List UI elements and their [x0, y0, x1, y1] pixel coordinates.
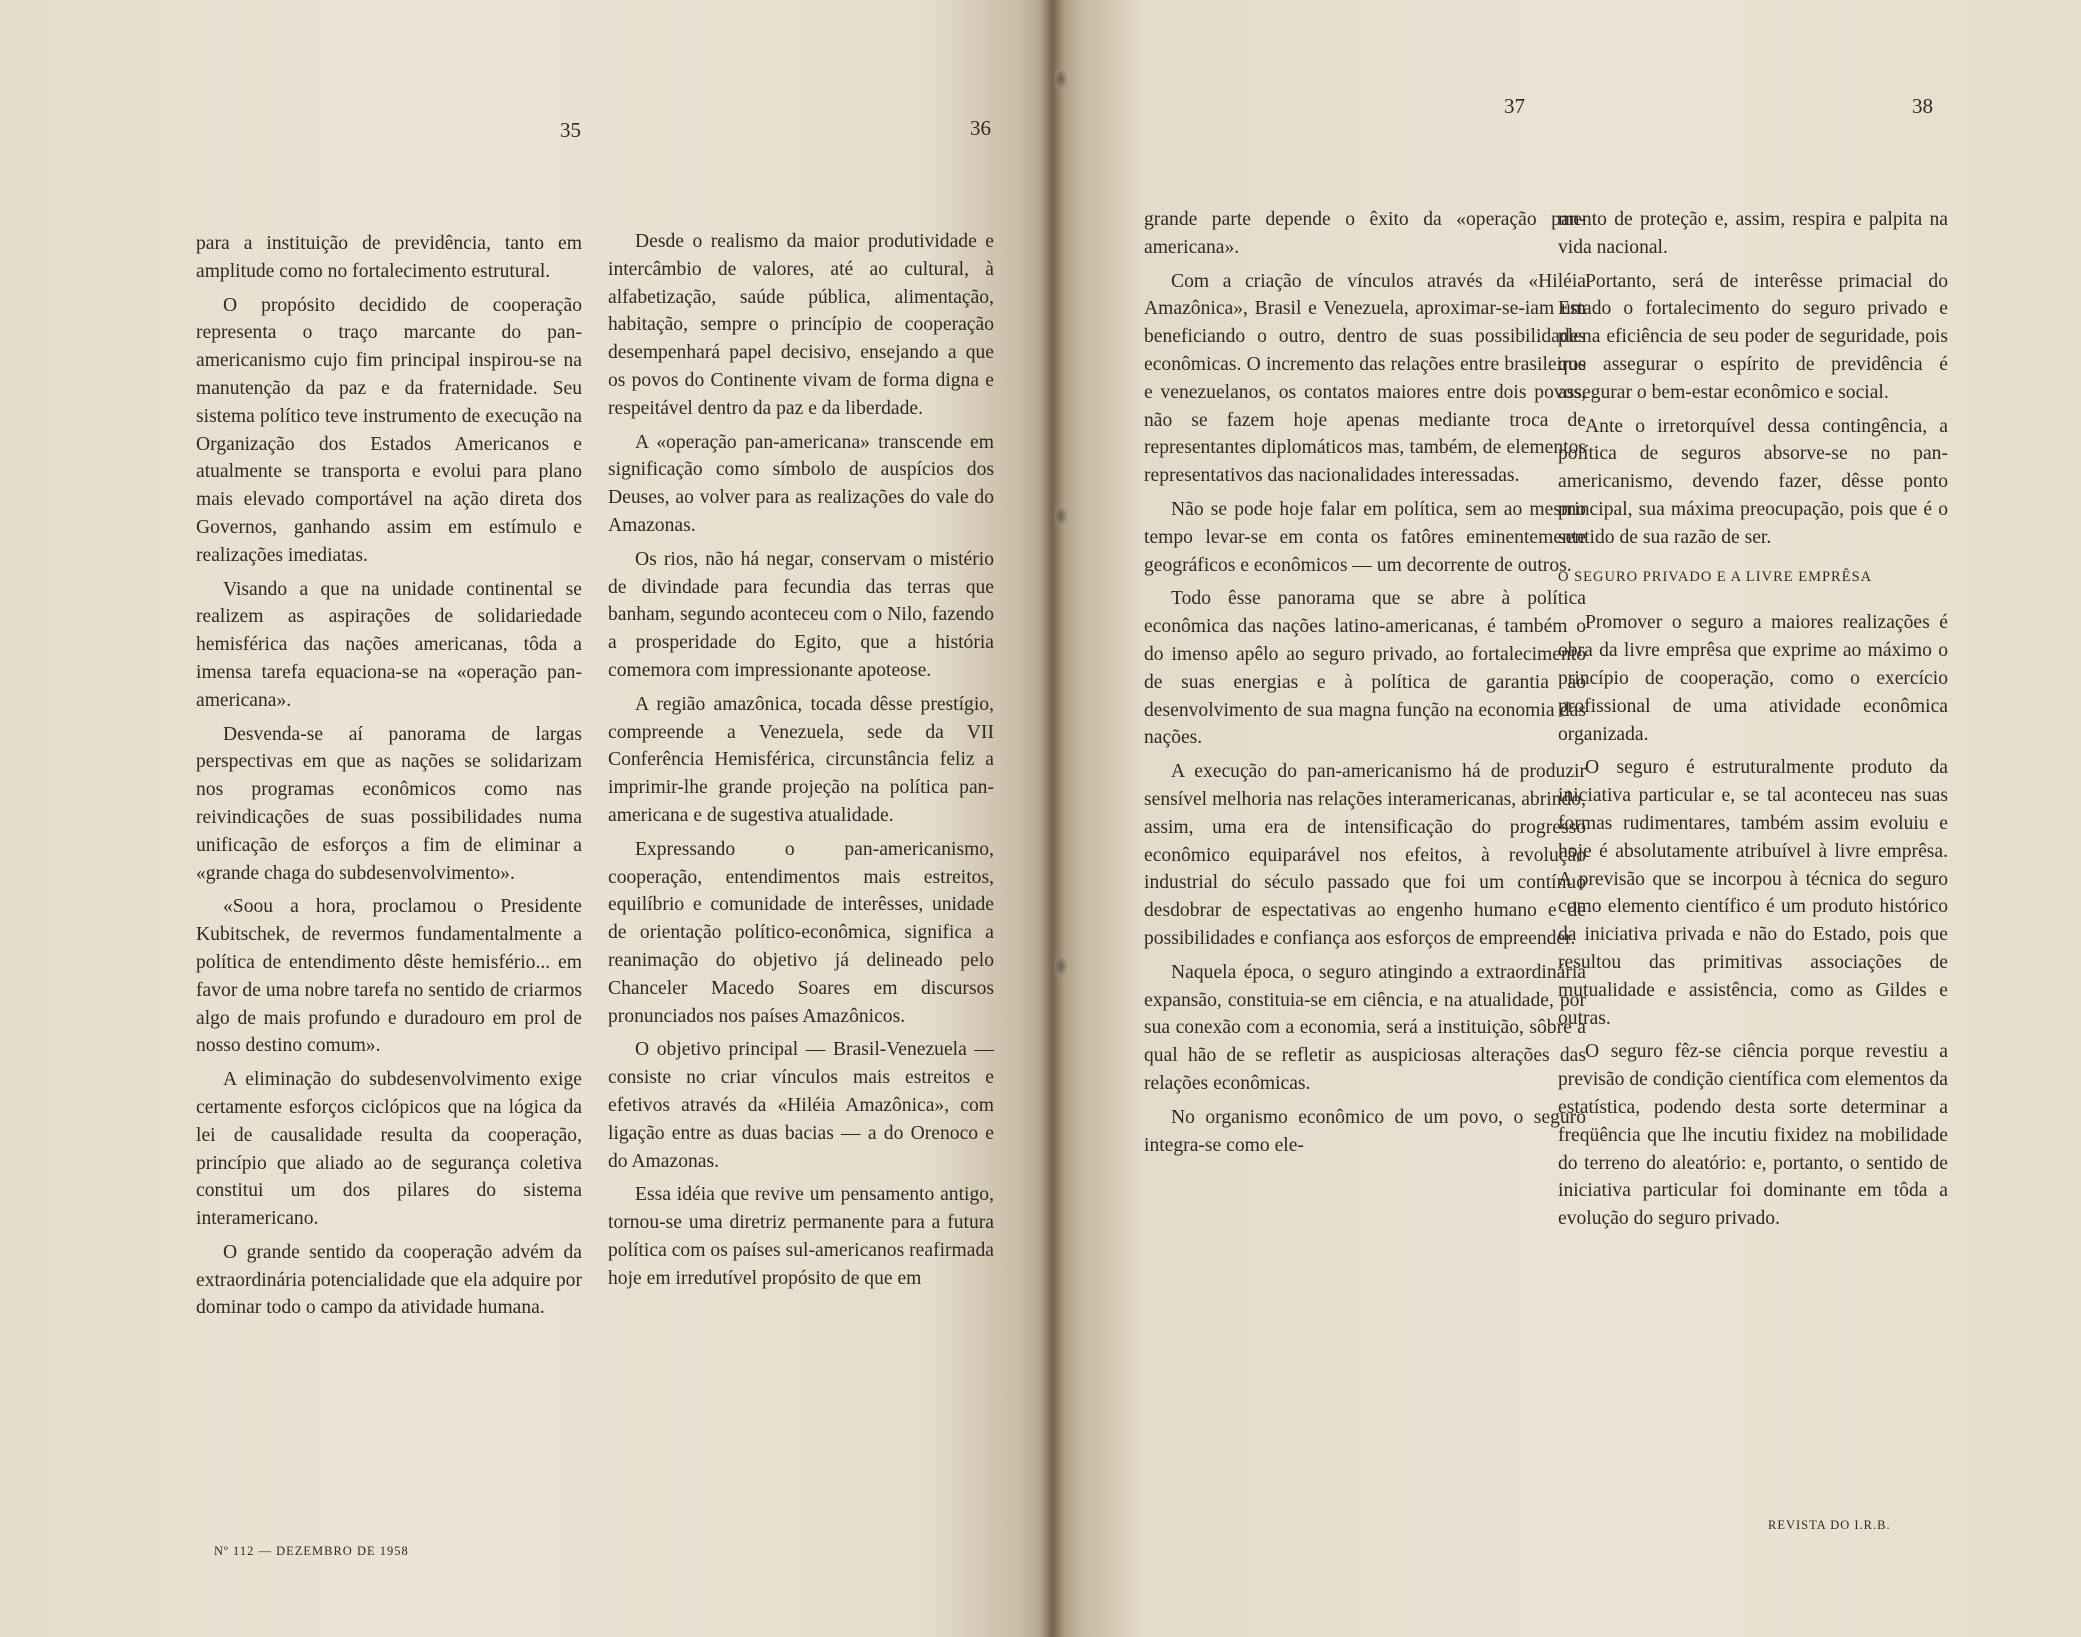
paragraph: O grande sentido da cooperação advém da extraordinária potencialidade que ela adquire por dominar todo o campo da atividade humana. — [196, 1241, 582, 1319]
column-page-37 — [1144, 206, 1586, 1165]
page-number-37: 37 — [1504, 94, 1525, 118]
paragraph: para a instituição de previdência, tanto em amplitude como no fortalecimento estrutural. — [196, 233, 582, 282]
paragraph: A «operação pan-americana» transcende em significação como símbolo de auspícios dos Deuses, ao volver para as realizações do vale do Amazonas. — [608, 431, 994, 536]
paragraph: O propósito decidido de cooperação representa o traço marcante do pan-americanismo cujo fim principal inspirou-se na manutenção da paz e da fraternidade. Seu sistema político teve instrumento de execução na Organização dos Estados Americanos e atualmente se transporta e evolui para plano mais elevado comportável na ação direta dos Governos, ganhando assim em estímulo e realizações imediatas. — [196, 294, 582, 566]
paragraph: Portanto, será de interêsse primacial do Estado o fortalecimento do seguro privado e plena eficiência de seu poder de seguridade, pois que assegurar o espírito de previdência é assegurar o bem-estar econômico e social. — [1558, 270, 1948, 403]
column-page-35 — [196, 230, 582, 1328]
paragraph: Todo êsse panorama que se abre à política econômica das nações latino-americanas, é também o do imenso apêlo ao seguro privado, ao fortalecimento de suas energias e à política de garantia ao desenvolvimento de sua magna função na economia das nações. — [1144, 588, 1586, 749]
paragraph: Expressando o pan-americanismo, cooperação, entendimentos mais estreitos, equilíbrio e comunidade de interêsses, unidade de orientação político-econômica, significa a reanimação do objetivo já delineado pelo Chanceler Macedo Soares em discursos pronunciados nos países Amazônicos. — [608, 838, 994, 1027]
paragraph: A região amazônica, tocada dêsse prestígio, compreende a Venezuela, sede da VII Conferência Hemisférica, circunstância feliz a imprimir-lhe grande projeção na política pan-americana e de sugestiva atualidade. — [608, 693, 994, 826]
paragraph: grande parte depende o êxito da «operação pan-americana». — [1144, 209, 1586, 258]
paragraph: Naquela época, o seguro atingindo a extraordinária expansão, constituia-se em ciência, e na atualidade, por sua conexão com a economia, será a instituição, sôbre a qual hão de se refletir as auspiciosas alterações das relações econômicas. — [1144, 961, 1586, 1094]
paragraph: O seguro é estruturalmente produto da iniciativa particular e, se tal aconteceu nas suas formas rudimentares, também assim evoluiu e hoje é absolutamente atribuível à livre emprêsa. A previsão que se incorpou à técnica do seguro como elemento científico é um produto histórico da iniciativa privada e não do Estado, pois que resultou das primitivas associações de mutualidade e assistência, como as Gildes e outras. — [1558, 757, 1948, 1029]
paragraph: «Soou a hora, proclamou o Presidente Kubitschek, de revermos fundamentalmente a política de entendimento dêste hemisfério... em favor de uma nobre tarefa no sentido de criarmos algo de mais profundo e duradouro em prol de nosso destino comum». — [196, 896, 582, 1057]
column-page-38 — [1558, 206, 1948, 1239]
paragraph: Desde o realismo da maior produtividade e intercâmbio de valores, até ao cultural, à alfabetização, saúde pública, alimentação, habitação, sempre o princípio de cooperação desempenhará papel decisivo, ensejando a que os povos do Continente vivam de forma digna e respeitável dentro da paz e da liberdade. — [608, 231, 994, 419]
paragraph: Promover o seguro a maiores realizações é obra da livre emprêsa que exprime ao máximo o princípio de cooperação, como o exercício profissional de uma atividade econômica organizada. — [1558, 612, 1948, 745]
page-number-38: 38 — [1912, 94, 1933, 118]
paragraph: Visando a que na unidade continental se realizem as aspirações de solidariedade hemisférica das nações americanas, tôda a imensa tarefa equaciona-se na «operação pan-americana». — [196, 578, 582, 711]
paragraph: A eliminação do subdesenvolvimento exige certamente esforços ciclópicos que na lógica da lei de causalidade resulta da cooperação, princípio que aliado ao de segurança coletiva constitui um dos pilares do sistema interamericano. — [196, 1069, 582, 1230]
paragraph: No organismo econômico de um povo, o seguro integra-se como ele- — [1144, 1106, 1586, 1156]
column-page-36 — [608, 228, 994, 1298]
page-number-36: 36 — [970, 116, 991, 140]
paragraph: Ante o irretorquível dessa contingência, a política de seguros absorve-se no pan-americanismo, devendo fazer, dêsse ponto principal, sua máxima preocupação, pois que é o sentido de sua razão de ser. — [1558, 415, 1948, 548]
paragraph: Desvenda-se aí panorama de largas perspectivas em que as nações se solidarizam nos programas econômicos como nas reivindicações de suas possibilidades numa unificação de esforços a fim de eliminar a «grande chaga do subdesenvolvimento». — [196, 723, 582, 884]
paragraph: O objetivo principal — Brasil-Venezuela — consiste no criar vínculos mais estreitos e efetivos através da «Hiléia Amazônica», com ligação entre as duas bacias — a do Orenoco e do Amazonas. — [608, 1039, 994, 1172]
paragraph: A execução do pan-americanismo há de produzir sensível melhoria nas relações interamericanas, abrindo, assim, uma era de intensificação do progresso econômico equiparável nos efeitos, à revolução industrial do século passado que foi um contínuo desdobrar de espectativas ao engenho humano e de possibilidades e confiança aos esforços de empreender. — [1144, 761, 1586, 949]
book-gutter — [1040, 0, 1064, 1637]
section-heading: O SEGURO PRIVADO E A LIVRE EMPRÊSA — [1558, 568, 1873, 585]
footer-journal: REVISTA DO I.R.B. — [1768, 1518, 1891, 1532]
paragraph: O seguro fêz-se ciência porque revestiu a previsão de condição científica com elementos da estatística, podendo desta sorte determinar a freqüência que lhe incutiu fixidez na mobilidade do terreno do aleatório: e, portanto, o sentido de iniciativa particular foi dominante em tôda a evolução do seguro privado. — [1558, 1041, 1948, 1230]
paragraph: Com a criação de vínculos através da «Hiléia Amazônica», Brasil e Venezuela, aproximar-se-iam um beneficiando o outro, dentro de suas possibilidades econômicas. O incremento das relações entre brasileiros e venezuelanos, os contatos maiores entre dois povos, não se fazem hoje apenas mediante troca de representantes diplomáticos mas, também, de elementos representativos das nacionalidades interessadas. — [1144, 270, 1586, 487]
right-page — [1052, 0, 2081, 1637]
paragraph: Não se pode hoje falar em política, sem ao mesmo tempo levar-se em conta os fatôres eminentemente geográficos e econômicos — um decorrente de outros. — [1144, 498, 1586, 576]
page-number-35: 35 — [560, 118, 581, 142]
paragraph: Essa idéia que revive um pensamento antigo, tornou-se uma diretriz permanente para a futura política com os países sul-americanos reafirmada hoje em irredutível propósito de que em — [608, 1184, 994, 1289]
paragraph: mento de proteção e, assim, respira e palpita na vida nacional. — [1558, 209, 1948, 258]
paragraph: Os rios, não há negar, conservam o mistério de divindade para fecundia das terras que banham, segundo aconteceu com o Nilo, fazendo a prosperidade do Egito, que a história comemora com impressionante apoteose. — [608, 548, 994, 681]
footer-issue: Nº 112 — DEZEMBRO DE 1958 — [214, 1544, 409, 1558]
